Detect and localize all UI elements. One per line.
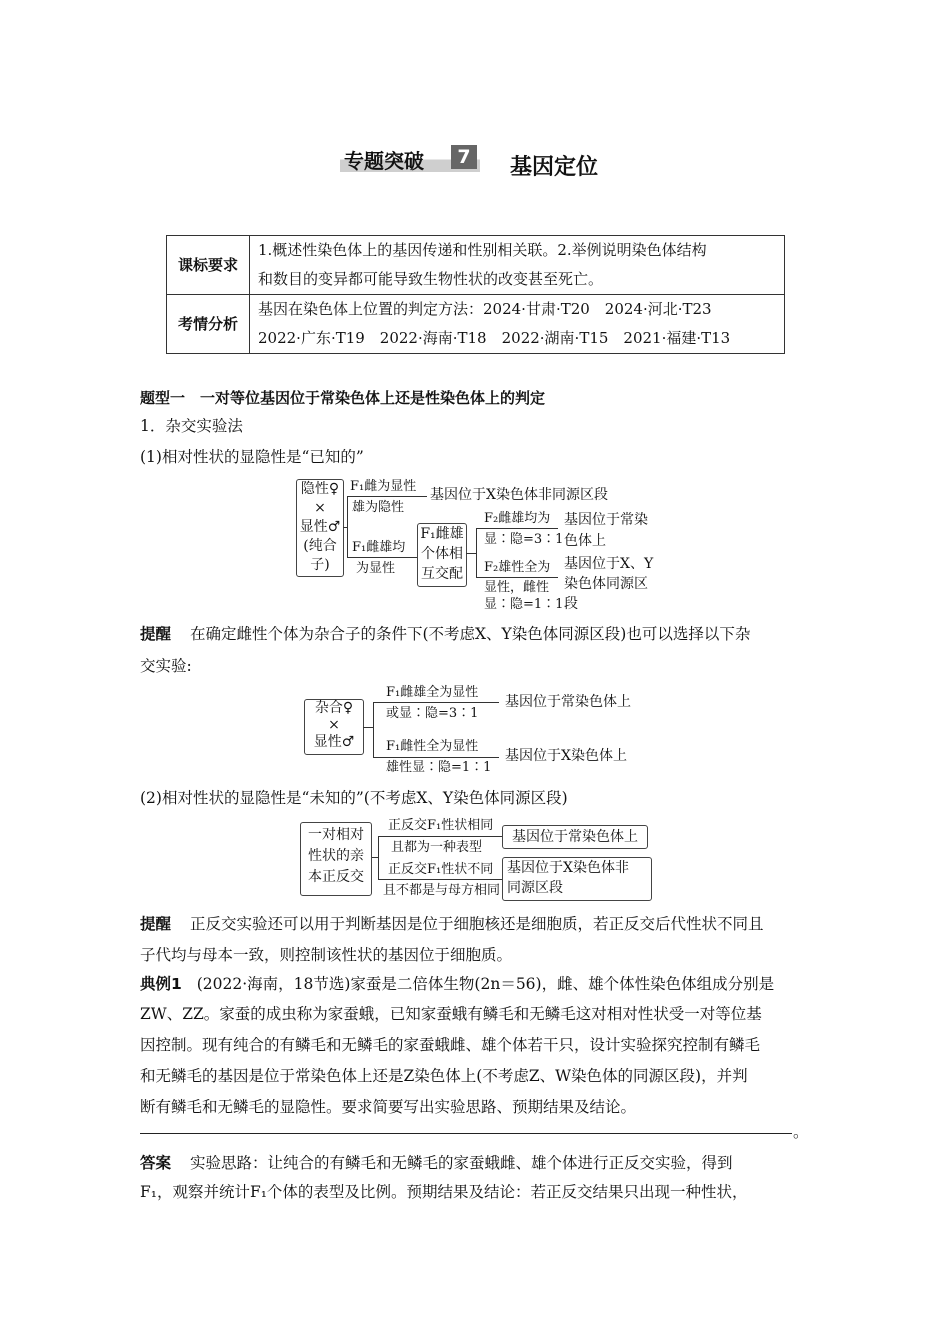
example-line: 断有鳞毛和无鳞毛的显隐性。要求简要写出实验思路、预期结果及结论。 [140,1098,637,1116]
result-label: 基因位于X染色体上 [505,748,627,764]
branch-label: 正反交F₁性状不同 [388,862,494,877]
series-title: 专题突破 [344,149,424,173]
answer-paragraph: 答案 实验思路：让纯合的有鳞毛和无鳞毛的家蚕蛾雌、雄个体进行正反交实验，得到 [140,1154,733,1172]
branch-label: 显∶隐=1∶1 [484,597,564,612]
table-row [167,236,785,295]
tip-label: 提醒 [140,915,172,933]
branch-label: F₂雌雄均为 [484,511,551,526]
result-label: 基因位于常染色体上 [505,694,631,710]
diagram-mid-box: F₁雌雄 个体相 互交配 [417,523,467,587]
tip-paragraph-line: 交实验: [140,657,192,675]
section-heading: 题型一 一对等位基因位于常染色体上还是性染色体上的判定 [140,389,546,407]
branch-label: 显性，雌性 [484,580,550,595]
table-head: 考情分析 [167,295,250,354]
branch-label: F₁雌雄均 [352,540,406,555]
answer-line: F₁，观察并统计F₁个体的表型及比例。预期结果及结论：若正反交结果只出现一种性状， [140,1183,748,1201]
table-row [167,295,785,354]
subheading-unknown: (2)相对性状的显隐性是“未知的”(不考虑X、Y染色体同源区段) [140,789,568,807]
branch-label: F₁雌雄全为显性 [386,685,479,700]
method-heading: 1．杂交实验法 [140,417,243,435]
diagram-start-box: 隐性♀ × 显性♂ (纯合 子) [296,479,344,577]
series-number: 7 [451,145,477,169]
example-label: 典例1 [140,975,182,993]
result-label: 基因位于X染色体非同源区段 [430,487,608,503]
branch-label: F₁雌为显性 [350,479,417,494]
diagram-start-box: 一对相对 性状的亲 本正反交 [300,822,372,896]
branch-label: 且不都是与母方相同 [383,883,501,898]
table-cell: 1.概述性染色体上的基因传递和性别相关联。2.举例说明染色体结构 和数目的变异都可能导致生物性状的改变甚至死亡。 [250,236,785,295]
tip-label: 提醒 [140,625,172,643]
branch-label: 正反交F₁性状相同 [388,818,494,833]
branch-label: 雄为隐性 [352,500,405,515]
branch-label: 显∶隐=3∶1 [484,532,564,547]
branch-label: 雄性显∶隐=1∶1 [386,760,492,775]
branch-label: F₂雄性全为 [484,560,551,575]
result-label: 基因位于X、Y 染色体同源区 段 [564,556,654,612]
result-box: 基因位于常染色体上 [502,825,648,849]
example-line: 因控制。现有纯合的有鳞毛和无鳞毛的家蚕蛾雌、雄个体若干只，设计实验探究控制有鳞毛 [140,1036,761,1054]
page-title: 基因定位 [510,155,599,180]
branch-label: 为显性 [356,561,396,576]
branch-label: F₁雌性全为显性 [386,739,479,754]
tip-paragraph-line: 子代均与母本一致，则控制该性状的基因位于细胞质。 [140,946,513,964]
branch-label: 或显∶隐=3∶1 [386,706,479,721]
branch-label: 且都为一种表型 [391,840,483,855]
blank-end-mark: 。 [793,1123,809,1141]
result-box: 基因位于X染色体非 同源区段 [502,857,652,901]
table-head: 课标要求 [167,236,250,295]
requirements-table [166,235,785,354]
example-paragraph: 典例1 (2022·海南，18节选)家蚕是二倍体生物(2n＝56)，雌、雄个体性染色体组成分别是 [140,975,775,993]
diagram-start-box: 杂合♀ × 显性♂ [304,699,364,755]
example-line: ZW、ZZ。家蚕的成虫称为家蚕蛾，已知家蚕蛾有鳞毛和无鳞毛这对相对性状受一对等位基 [140,1005,762,1023]
answer-label: 答案 [140,1154,172,1172]
example-line: 和无鳞毛的基因是位于常染色体上还是Z染色体上(不考虑Z、W染色体的同源区段)，并判 [140,1067,748,1085]
tip-paragraph: 提醒 在确定雌性个体为杂合子的条件下(不考虑X、Y染色体同源区段)也可以选择以下杂 [140,625,751,643]
tip-paragraph: 提醒 正反交实验还可以用于判断基因是位于细胞核还是细胞质，若正反交后代性状不同且 [140,915,764,933]
result-label: 基因位于常染 色体上 [564,512,648,549]
table-cell: 基因在染色体上位置的判定方法：2024·甘肃·T20 2024·河北·T23 2022·广东·T19 2022·海南·T18 2022·湖南·T15 2021·福建·T13 [250,295,785,354]
subheading-known: (1)相对性状的显隐性是“已知的” [140,448,364,466]
answer-blank-line [140,1133,792,1134]
